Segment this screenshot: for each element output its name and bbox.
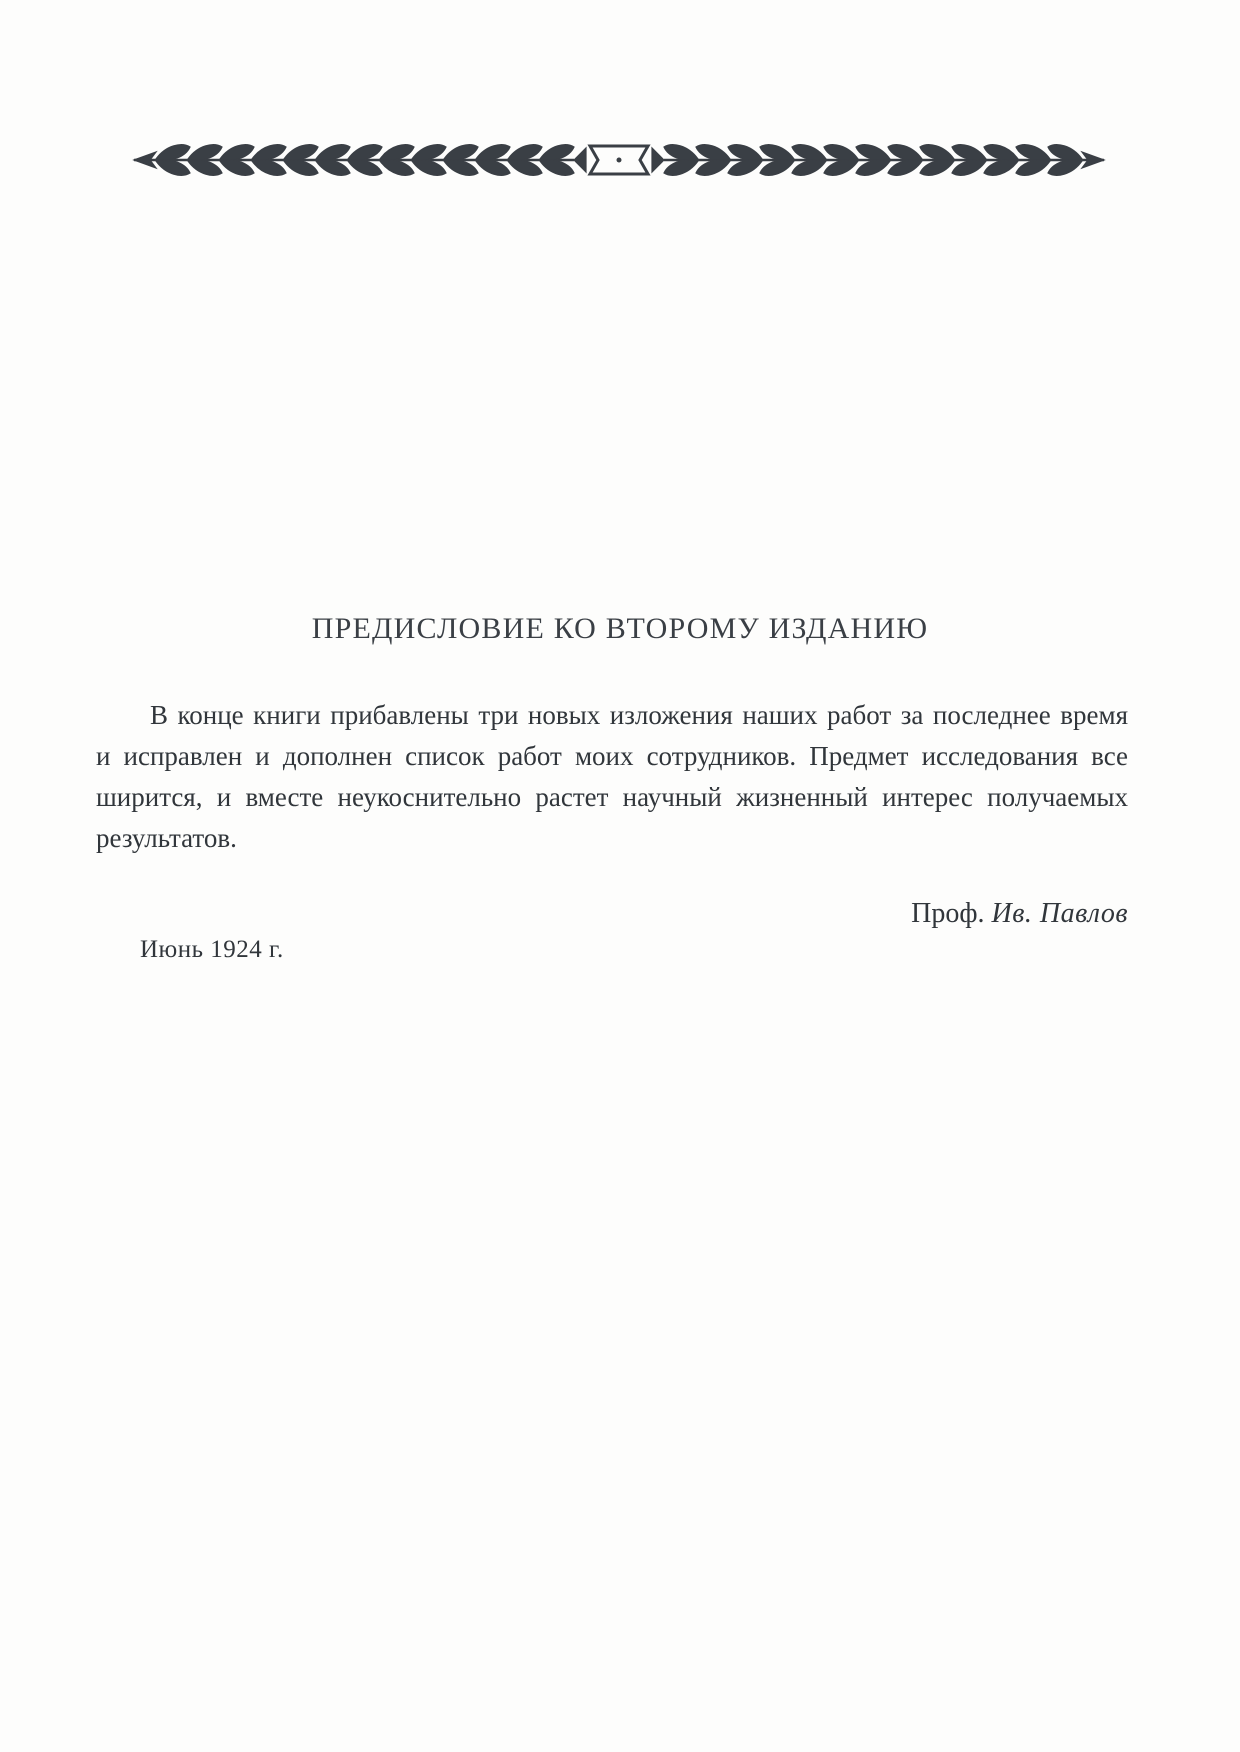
- signature-title: Проф.: [911, 898, 992, 929]
- page-title: ПРЕДИСЛОВИЕ КО ВТОРОМУ ИЗДАНИЮ: [311, 612, 929, 646]
- laurel-branch-ornament: [104, 130, 1134, 190]
- preface-paragraph: В конце книги прибавлены три новых изложения наших работ за последнее время и исправлен и дополнен список работ моих сотрудников. Предмет исследования все ширится, и вместе неукоснительно растет научный жизненный интерес получаемых результатов.: [96, 700, 1128, 853]
- signature-date: Июнь 1924 г.: [140, 936, 284, 963]
- signature-line: [911, 898, 1128, 930]
- signature-name: Ив. Павлов: [991, 898, 1128, 929]
